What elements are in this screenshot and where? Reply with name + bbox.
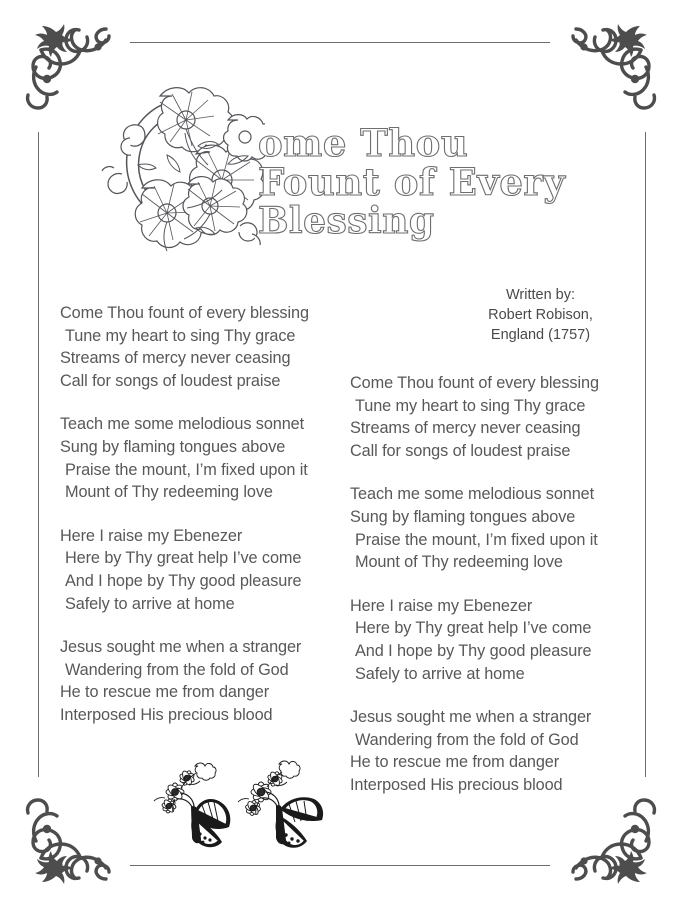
lyrics-column-right	[350, 372, 650, 797]
lyric-line: Call for songs of loudest praise	[350, 441, 571, 460]
lyric-line: Interposed His precious blood	[350, 775, 563, 794]
credit-block	[438, 285, 643, 345]
lyric-line: Come Thou fount of every blessing	[60, 304, 309, 322]
lyric-line: And I hope by Thy good pleasure	[65, 571, 302, 590]
floral-drop-cap-icon	[100, 76, 265, 256]
lyric-line: Safely to arrive at home	[355, 664, 525, 683]
lyric-line: Wandering from the fold of God	[65, 660, 289, 679]
lyric-line: Praise the mount, I’m fixed upon it	[355, 530, 598, 549]
stanza	[350, 372, 650, 462]
frame-line-top	[130, 42, 550, 43]
flourish-corner-icon-bottom-left	[14, 776, 124, 886]
page-title	[258, 121, 658, 242]
stanza	[350, 706, 650, 796]
lyric-line: He to rescue me from danger	[60, 683, 270, 702]
frame-line-bottom	[130, 865, 550, 866]
stanza	[60, 525, 360, 615]
stanza	[350, 595, 650, 685]
lyric-line: Sung by flaming tongues above	[60, 437, 286, 456]
lyric-line: Safely to arrive at home	[65, 594, 235, 613]
lyric-line: Interposed His precious blood	[60, 705, 273, 724]
stanza	[60, 636, 360, 726]
credit-line-written-by: Written by:	[505, 287, 576, 303]
lyric-line: Here I raise my Ebenezer	[350, 596, 533, 615]
lyric-line: Streams of mercy never ceasing	[350, 419, 581, 438]
lyric-line: He to rescue me from danger	[350, 753, 560, 772]
lyric-line: Teach me some melodious sonnet	[60, 415, 305, 434]
lyric-line: Call for songs of loudest praise	[60, 371, 281, 390]
lyric-line: Here by Thy great help I’ve come	[65, 549, 302, 568]
title-line-2: Fount of Every	[258, 160, 566, 204]
lyric-line: Tune my heart to sing Thy grace	[65, 326, 296, 345]
title-line-3: Blessing	[258, 200, 435, 242]
lyric-line: Here by Thy great help I’ve come	[355, 619, 592, 638]
lyric-line: Mount of Thy redeeming love	[65, 483, 273, 502]
lyric-line: Praise the mount, I’m fixed upon it	[65, 460, 308, 479]
lyric-line: Streams of mercy never ceasing	[60, 349, 291, 368]
lyric-line: And I hope by Thy good pleasure	[355, 641, 592, 660]
title-line-1: ome Thou	[258, 121, 469, 165]
lyric-line: Tune my heart to sing Thy grace	[355, 396, 586, 415]
lyric-line: Mount of Thy redeeming love	[355, 553, 563, 572]
credit-line-author: Robert Robison,	[488, 307, 593, 323]
credit-line-origin: England (1757)	[490, 327, 591, 343]
stanza	[60, 302, 360, 392]
page-header	[0, 68, 682, 263]
stanza	[60, 413, 360, 503]
butterflies-icon	[145, 752, 335, 852]
lyric-line: Teach me some melodious sonnet	[350, 485, 595, 504]
lyrics-column-left	[60, 302, 360, 727]
lyric-line: Jesus sought me when a stranger	[60, 638, 302, 657]
lyric-line: Jesus sought me when a stranger	[350, 708, 592, 727]
lyric-line: Sung by flaming tongues above	[350, 507, 576, 526]
lyric-line: Here I raise my Ebenezer	[60, 526, 243, 545]
lyric-line: Come Thou fount of every blessing	[350, 374, 599, 392]
stanza	[350, 483, 650, 573]
lyric-line: Wandering from the fold of God	[355, 730, 579, 749]
